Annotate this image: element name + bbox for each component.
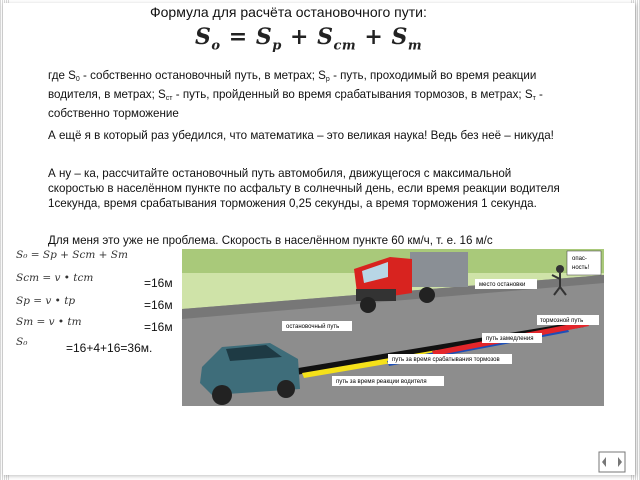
- label-braking-distance: тормозной путь: [540, 318, 584, 324]
- label-brake-response: путь за время срабатывания тормозов: [392, 357, 500, 363]
- result-brake-response: =16м: [144, 276, 173, 290]
- car-wheel-rear: [277, 380, 295, 398]
- label-stop-place: место остановки: [479, 282, 526, 288]
- slide-title: Формула для расчёта остановочного пути:: [150, 4, 427, 20]
- result-reaction: =16м: [144, 298, 173, 312]
- main-formula: $S_o = S_р + S_{ст} + S_т$: [195, 24, 423, 54]
- truck-grill: [356, 289, 396, 301]
- task-paragraph: А ну – ка, рассчитайте остановочный путь автомобиля, движущегося с максимальной скоростью в населённом пункте по асфальту в солнечный день, если время реакции водителя 1секунда, время срабатывания торможения 0,25 секунды, а время торможения 1 секунда.: [48, 167, 560, 210]
- car-wheel-front: [212, 385, 232, 405]
- label-danger-2: ность!: [572, 265, 590, 271]
- calc-formula-reaction: Sр = v • tр: [16, 295, 76, 307]
- truck-cargo: [410, 252, 468, 287]
- solution-paragraph: Для меня это уже не проблема. Скорость в населённом пункте 60 км/ч, т. е. 16 м/с: [48, 234, 493, 247]
- math-praise-paragraph: А ещё я в который раз убедился, что математика – это великая наука! Ведь без неё – никуда!: [48, 129, 554, 142]
- result-braking: =16м: [144, 320, 173, 334]
- label-delay-path: путь замедления: [486, 336, 534, 342]
- truck-wheel-rear: [419, 287, 435, 303]
- label-stopping-distance: остановочный путь: [286, 324, 340, 330]
- calc-formula-result-symbol: S₀: [16, 336, 28, 348]
- calc-formula-brake-response: Sст = v • tст: [16, 272, 94, 284]
- stopping-distance-illustration: [182, 249, 604, 406]
- slide-nav-icon[interactable]: [598, 451, 626, 473]
- result-total: =16+4+16=36м.: [66, 341, 153, 355]
- calc-formula-total: S₀ = Sр + Sст + Sт: [16, 249, 128, 261]
- label-danger-1: опас-: [572, 256, 587, 262]
- definitions-paragraph: где $S_0$ - собственно остановочный путь, в метрах; $S_р$ - путь, проходимый во время реакции водителя, в метрах; $S_{ст}$ - путь, пройденный во время срабатывания тормозов, в метрах; $S_т$ - собственно торможение: [48, 69, 543, 120]
- truck-wheel-front: [360, 297, 376, 313]
- label-reaction: путь за время реакции водителя: [336, 379, 427, 385]
- calc-formula-braking: Sт = v • tт: [16, 316, 82, 328]
